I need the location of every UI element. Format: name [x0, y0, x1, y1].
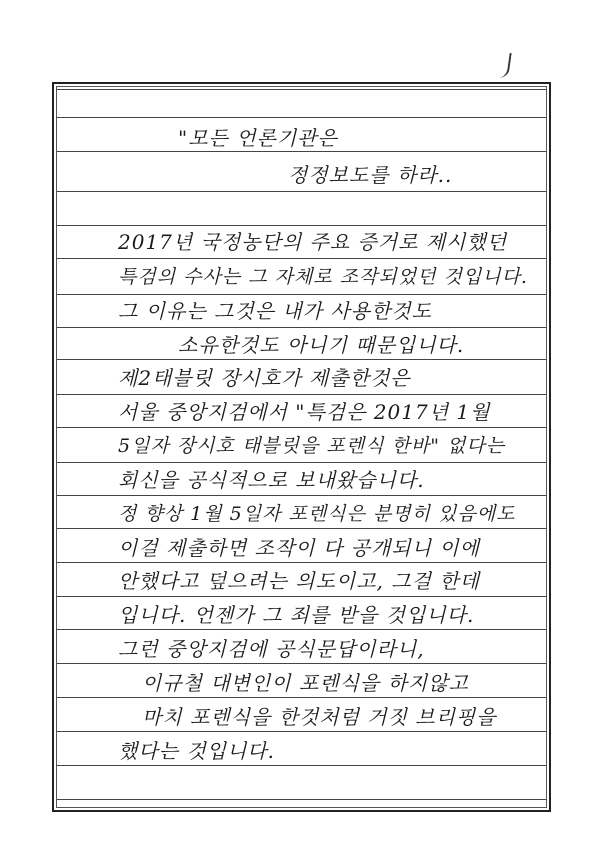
handwritten-line-15: 그런 중앙지검에 공식문답이라니,	[118, 637, 425, 661]
ruled-line	[57, 697, 546, 698]
handwritten-line-14: 입니다. 언젠가 그 죄를 받을 것입니다.	[118, 603, 475, 627]
handwritten-line-18: 했다는 것입니다.	[118, 739, 275, 763]
ruled-line	[57, 89, 546, 90]
ruled-line	[57, 596, 546, 597]
handwritten-line-1: "모든 언론기관은	[178, 126, 338, 150]
ruled-line	[57, 191, 546, 192]
ruled-line	[57, 117, 546, 118]
ruled-line	[57, 495, 546, 496]
ruled-line	[57, 528, 546, 529]
ruled-line	[57, 765, 546, 766]
ruled-line	[57, 225, 546, 226]
handwritten-line-11: 정 향상 1월 5일자 포렌식은 분명히 있음에도	[118, 503, 516, 525]
ruled-line	[57, 562, 546, 563]
handwritten-line-5: 그 이유는 그것은 내가 사용한것도	[118, 299, 432, 323]
ruled-line	[57, 151, 546, 152]
ruled-line	[57, 294, 546, 295]
handwritten-line-7: 제2태블릿 장시호가 제출한것은	[118, 366, 411, 390]
ruled-line	[57, 799, 546, 800]
ruled-line	[57, 394, 546, 395]
handwritten-line-10: 회신을 공식적으로 보내왔습니다.	[118, 468, 425, 492]
ruled-line	[57, 663, 546, 664]
handwritten-line-16: 이규철 대변인이 포렌식을 하지않고	[142, 671, 469, 695]
handwritten-line-6: 소유한것도 아니기 때문입니다.	[178, 333, 465, 357]
handwritten-line-3: 2017년 국정농단의 주요 증거로 제시했던	[118, 230, 508, 254]
handwritten-line-2: 정정보도를 하라..	[288, 163, 453, 187]
ruled-line	[57, 462, 546, 463]
handwritten-line-13: 안했다고 덮으려는 의도이고, 그걸 한데	[118, 569, 480, 593]
handwritten-line-12: 이걸 제출하면 조작이 다 공개되니 이에	[118, 536, 480, 560]
ruled-line	[57, 327, 546, 328]
handwritten-line-9: 5일자 장시호 태블릿을 포렌식 한바" 없다는	[118, 435, 506, 457]
ruled-line	[57, 629, 546, 630]
ruled-line	[57, 258, 546, 259]
handwritten-line-17: 마치 포렌식을 한것처럼 거짓 브리핑을	[142, 705, 497, 729]
ruled-line	[57, 359, 546, 360]
handwritten-line-8: 서울 중앙지검에서 "특검은 2017년 1월	[118, 400, 491, 424]
page-corner-mark	[494, 51, 511, 79]
ruled-line	[57, 427, 546, 428]
ruled-line	[57, 731, 546, 732]
handwritten-line-4: 특검의 수사는 그 자체로 조작되었던 것입니다.	[118, 266, 528, 288]
